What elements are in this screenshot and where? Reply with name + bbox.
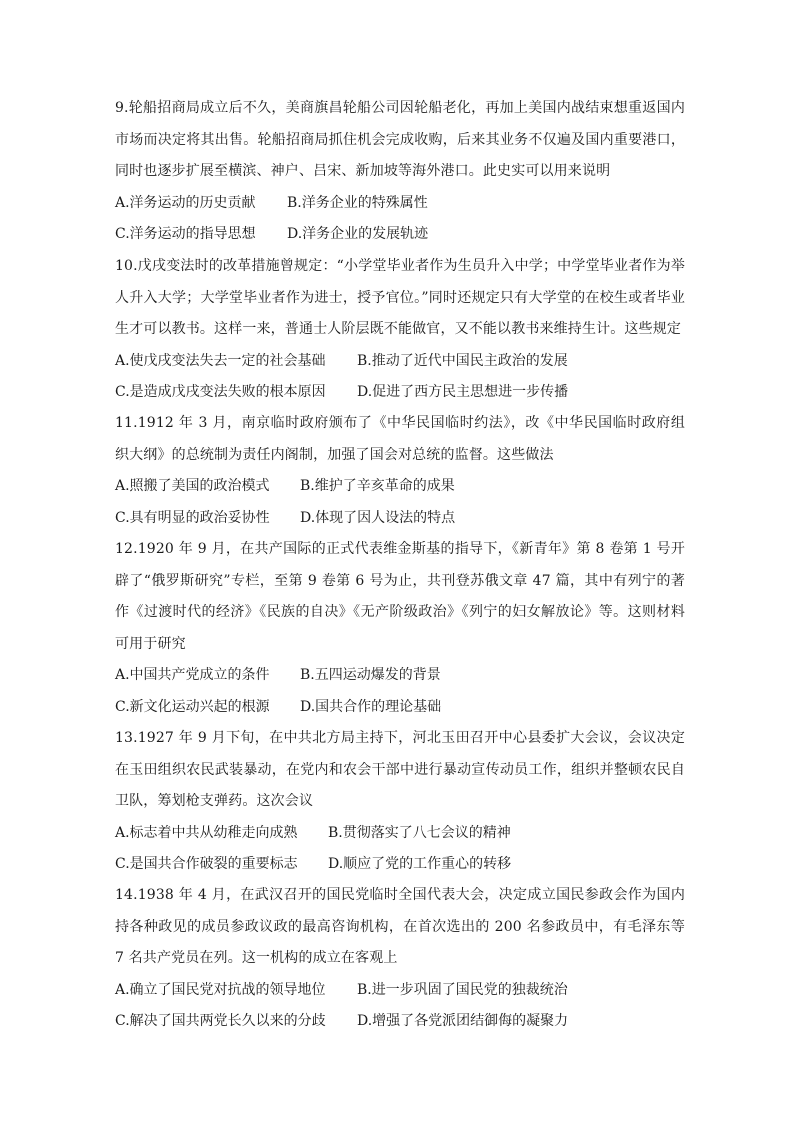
options: [115, 975, 685, 1038]
option-c: C.是造成戊戌变法失败的根本原因: [115, 384, 326, 400]
options-row: [115, 377, 685, 409]
option-b: B.推动了近代中国民主政治的发展: [357, 352, 568, 369]
option-a: A.洋务运动的历史贡献: [115, 194, 256, 211]
options: [115, 346, 685, 409]
options-row: [115, 818, 685, 850]
option-b: B.维护了辛亥革命的成果: [300, 478, 455, 494]
question-13: [115, 723, 685, 881]
options-row: [115, 188, 685, 220]
options: [115, 660, 685, 723]
option-d: D.洋务企业的发展轨迹: [287, 226, 429, 242]
option-c: C.解决了国共两党长久以来的分歧: [115, 1013, 326, 1029]
option-a: A.使戊戌变法失去一定的社会基础: [115, 352, 326, 369]
options: [115, 818, 685, 881]
option-c: C.洋务运动的指导思想: [115, 226, 256, 242]
question-10: [115, 251, 685, 409]
question-12: [115, 534, 685, 723]
options: [115, 188, 685, 251]
question-stem: 12.1920 年 9 月，在共产国际的正式代表维金斯基的指导下，《新青年》第 8 卷第 1 号开辟了“俄罗斯研究”专栏，至第 9 卷第 6 号为止，共刊登苏俄文章 47 篇，其中有列宁的著作《过渡时代的经济》《民族的自决》《无产阶级政治》《列宁的妇女解放论》等。这则材料可用于研究: [115, 541, 685, 652]
option-c: C.具有明显的政治妥协性: [115, 509, 270, 526]
options-row: [115, 849, 685, 881]
option-a: A.标志着中共从幼稚走向成熟: [115, 824, 298, 841]
question-stem: 9.轮船招商局成立后不久，美商旗昌轮船公司因轮船老化，再加上美国内战结束想重返国内市场而决定将其出售。轮船招商局抓住机会完成收购，后来其业务不仅遍及国内重要港口，同时也逐步扩展至横滨、神户、吕宋、新加坡等海外港口。此史实可以用来说明: [115, 100, 685, 179]
option-b: B.五四运动爆发的背景: [300, 667, 441, 683]
option-c: C.新文化运动兴起的根源: [115, 698, 270, 715]
option-d: D.增强了各党派团结御侮的凝聚力: [357, 1013, 569, 1029]
option-c: C.是国共合作破裂的重要标志: [115, 856, 298, 872]
options-row: [115, 346, 685, 378]
options-row: [115, 219, 685, 251]
options-row: [115, 975, 685, 1007]
options-row: [115, 471, 685, 503]
option-b: B.进一步巩固了国民党的独裁统治: [357, 981, 568, 998]
option-a: A.确立了国民党对抗战的领导地位: [115, 981, 326, 998]
option-d: D.体现了因人设法的特点: [300, 509, 456, 526]
option-d: D.促进了西方民主思想进一步传播: [357, 384, 569, 400]
option-b: B.洋务企业的特殊属性: [287, 194, 428, 211]
option-d: D.国共合作的理论基础: [300, 698, 442, 715]
option-a: A.照搬了美国的政治模式: [115, 478, 270, 494]
question-stem: 10.戊戌变法时的改革措施曾规定：“小学堂毕业者作为生员升入中学；中学堂毕业者作为举人升入大学；大学堂毕业者作为进士，授予官位。”同时还规定只有大学堂的在校生或者毕业生才可以教书。这样一来，普通士人阶层既不能做官，又不能以教书来维持生计。这些规定: [115, 258, 685, 337]
question-9: [115, 93, 685, 251]
options: [115, 471, 685, 534]
question-14: [115, 880, 685, 1038]
options-row: [115, 660, 685, 692]
question-stem: 13.1927 年 9 月下旬，在中共北方局主持下，河北玉田召开中心县委扩大会议，会议决定在玉田组织农民武装暴动，在党内和农会干部中进行暴动宣传动员工作，组织并整顿农民自卫队，筹划枪支弹药。这次会议: [115, 730, 685, 809]
options-row: [115, 503, 685, 535]
question-11: [115, 408, 685, 534]
options-row: [115, 1006, 685, 1038]
question-stem: 11.1912 年 3 月，南京临时政府颁布了《中华民国临时约法》，改《中华民国临时政府组织大纲》的总统制为责任内阁制，加强了国会对总统的监督。这些做法: [115, 415, 685, 463]
option-a: A.中国共产党成立的条件: [115, 667, 270, 683]
option-b: B.贯彻落实了八七会议的精神: [328, 824, 511, 841]
options-row: [115, 692, 685, 724]
option-d: D.顺应了党的工作重心的转移: [328, 856, 512, 872]
question-stem: 14.1938 年 4 月，在武汉召开的国民党临时全国代表大会，决定成立国民参政会作为国内持各种政见的成员参政议政的最高咨询机构，在首次选出的 200 名参政员中，有毛泽东等 7 名共产党员在列。这一机构的成立在客观上: [115, 887, 685, 966]
